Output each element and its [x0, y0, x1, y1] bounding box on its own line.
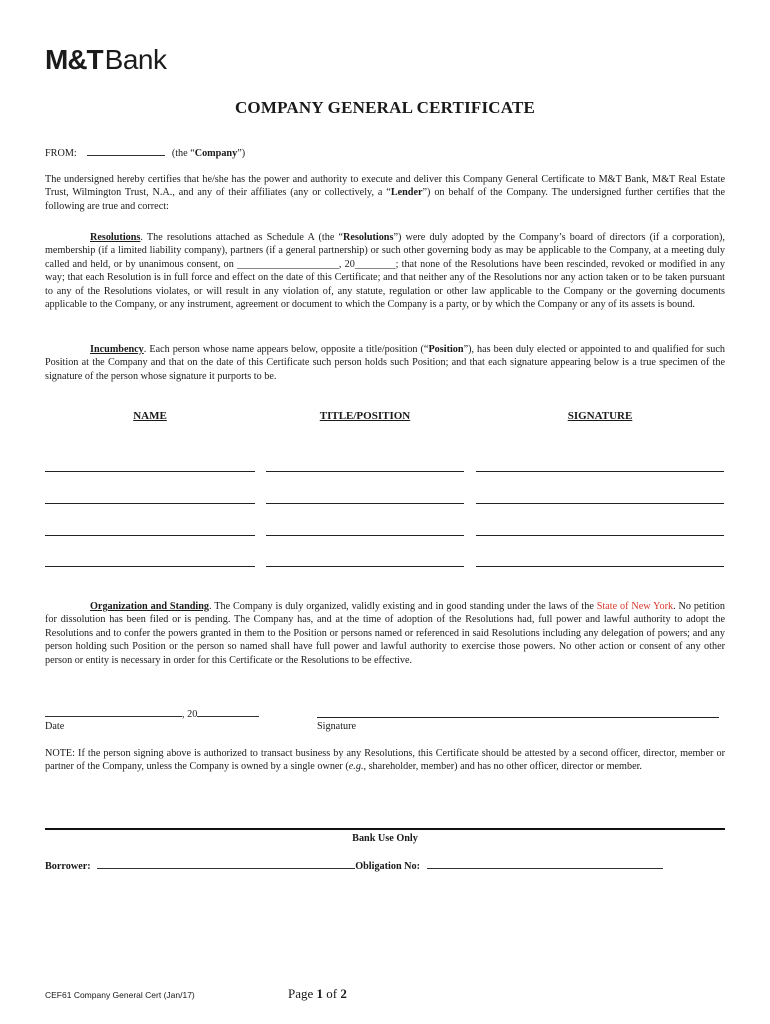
resolutions-text1: . The resolutions attached as Schedule A (the “ — [140, 232, 344, 243]
from-label: FROM: — [45, 148, 77, 159]
title-field[interactable] — [266, 471, 464, 472]
state-field[interactable]: State of New York — [596, 601, 674, 612]
incumbency-text1: . Each person whose name appears below, opposite a title/position (“ — [143, 344, 429, 355]
resolutions-text2: ”) were duly adopted by the Company’s board of directors (if a corporation), membership (if a limited liability company), partners (if a general partnership) or such other governing body as may be applicable to the Company, at a meeting duly called and held, or by unanimous consent, on — [45, 232, 725, 270]
column-title-header: TITLE/POSITION — [319, 410, 411, 422]
signature-field[interactable] — [476, 535, 724, 536]
resolutions-paragraph — [45, 231, 725, 311]
page-indicator — [288, 986, 347, 1002]
adoption-year-field[interactable]: ________ — [354, 258, 396, 270]
title-field[interactable] — [266, 566, 464, 567]
resolutions-heading: Resolutions — [90, 232, 141, 243]
organization-text2: . No petition for dissolution has been filed or is pending. The Company has, and at the time of adoption of the Resolutions had, full power and lawful authority to adopt the Resolutions and to confer the powers granted in them to the Position or persons named or referenced in said Resolutions including any delegation of powers; and any person holding such Position or the person so named shall have full power and lawful authority to exercise those powers. No other action or consent of any other person or entity is necessary in order for this Certificate or the Resolutions to be effective. — [45, 601, 725, 666]
obligation-label: Obligation No: — [355, 861, 420, 872]
intro-text2: ”) on behalf of the Company. The undersigned further certifies that the following are true and correct: — [45, 187, 725, 212]
from-company-term: Company — [194, 148, 238, 159]
title-field[interactable] — [266, 503, 464, 504]
column-signature-header: SIGNATURE — [567, 410, 633, 422]
date-label: Date — [45, 721, 65, 732]
note-text2: , shareholder, member) and has no other officer, director or member. — [363, 761, 642, 773]
signature-field[interactable] — [476, 566, 724, 567]
from-the: (the “ — [171, 148, 195, 159]
position-term: Position — [428, 344, 464, 355]
lender-term: Lender — [390, 187, 423, 199]
logo-bank: Bank — [104, 44, 167, 75]
resolutions-term: Resolutions — [343, 232, 394, 243]
organization-heading: Organization and Standing — [90, 601, 210, 612]
note-text1: NOTE: If the person signing above is authorized to transact business by any Resolutions, this Certificate should be attested by a second officer, director, member or partner of the Company, unless the Company is owned by a single owner ( — [45, 748, 725, 773]
name-field[interactable] — [45, 566, 255, 567]
name-field[interactable] — [45, 535, 255, 536]
divider — [45, 828, 725, 830]
date-line — [45, 707, 259, 720]
page-of: of — [323, 986, 341, 1001]
bottom-signature-field[interactable] — [317, 717, 719, 718]
signature-field[interactable] — [476, 471, 724, 472]
from-line — [45, 146, 245, 159]
bank-use-row — [45, 859, 663, 872]
incumbency-heading: Incumbency — [90, 344, 144, 355]
intro-paragraph — [45, 173, 725, 213]
year-prefix: , 20 — [182, 709, 198, 720]
organization-text1: . The Company is duly organized, validly existing and in good standing under the laws of the — [209, 601, 597, 612]
intro-text1: The undersigned hereby certifies that he/she has the power and authority to execute and deliver this Company General Certificate to M&T Bank, M&T Real Estate Trust, Wilmington Trust, N.A., and any of their affiliates (any or collectively, a “ — [45, 174, 725, 199]
note-eg: e.g. — [348, 761, 364, 773]
borrower-field[interactable] — [97, 859, 355, 869]
bank-logo — [45, 44, 166, 76]
incumbency-paragraph — [45, 343, 725, 383]
resolutions-text4: ; that none of the Resolutions have been rescinded, revoked or modified in any way; that each Resolution is in full force and effect on the date of this Certificate; and that neither any of the Resolutions nor any action taken or to be taken pursuant to any of the Resolutions violates, or will result in any violation of, any statute, regulation or other law applicable to the Company or the governing documents applicable to the Company, or any instrument, agreement or document to which the Company is a party, or by which the Company or any of its assets is bound. — [45, 258, 725, 311]
resolutions-text3: , 20 — [338, 258, 355, 270]
borrower-label: Borrower: — [45, 861, 91, 872]
bank-use-title: Bank Use Only — [352, 833, 418, 844]
logo-mt: M&T — [45, 44, 103, 75]
name-field[interactable] — [45, 503, 255, 504]
signature-field[interactable] — [476, 503, 724, 504]
note-paragraph — [45, 747, 725, 774]
from-close: ”) — [237, 148, 246, 159]
from-company-field[interactable] — [87, 146, 165, 156]
column-name-header: NAME — [133, 410, 167, 422]
obligation-field[interactable] — [427, 859, 663, 869]
name-field[interactable] — [45, 471, 255, 472]
signature-label: Signature — [317, 721, 357, 732]
date-field[interactable] — [45, 707, 182, 717]
page-number: 1 — [316, 986, 324, 1001]
page-title: COMPANY GENERAL CERTIFICATE — [234, 98, 536, 117]
title-field[interactable] — [266, 535, 464, 536]
year-field[interactable] — [197, 707, 259, 717]
organization-paragraph — [45, 600, 725, 667]
incumbency-text2: ”), has been duly elected or appointed to and qualified for such Position at the Company and that on the date of this Certificate such person holds such Position; and that each signature appearing below is a true specimen of the signature of the person whose signature it purports to be. — [45, 344, 726, 382]
adoption-date-field[interactable]: ____________________ — [237, 258, 339, 270]
page-total: 2 — [340, 986, 347, 1001]
page-word: Page — [288, 986, 317, 1001]
form-number: CEF61 Company General Cert (Jan/17) — [45, 990, 195, 1000]
